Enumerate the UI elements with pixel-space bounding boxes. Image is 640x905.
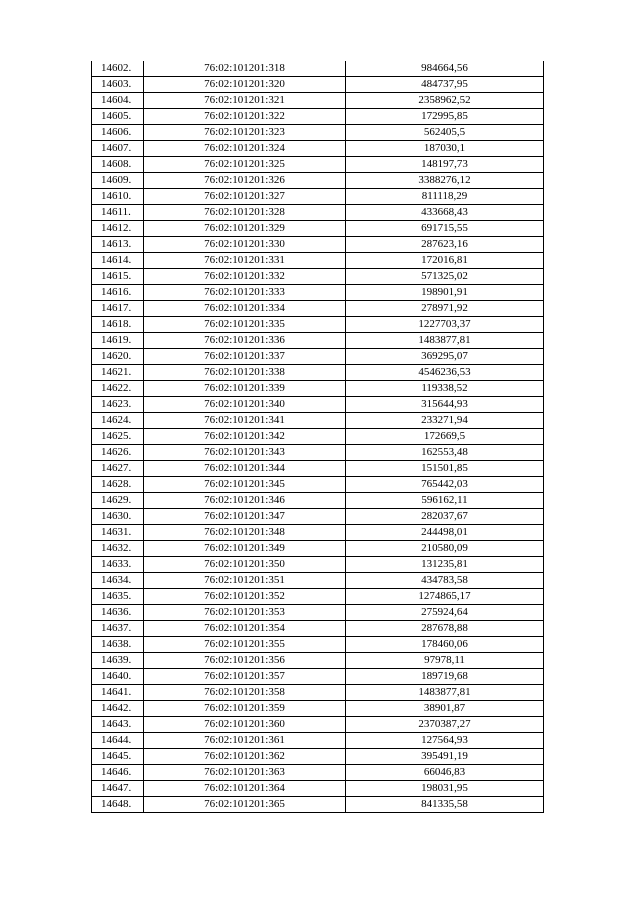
table-row bbox=[92, 589, 544, 605]
table-row bbox=[92, 525, 544, 541]
row-number-cell: 14626. bbox=[92, 445, 144, 461]
table-row bbox=[92, 365, 544, 381]
cadastral-value-cell: 562405,5 bbox=[346, 125, 544, 141]
cadastral-value-cell: 172669,5 bbox=[346, 429, 544, 445]
cadastral-value-cell: 287623,16 bbox=[346, 237, 544, 253]
cadastral-value-cell: 369295,07 bbox=[346, 349, 544, 365]
cadastral-number-cell: 76:02:101201:341 bbox=[144, 413, 346, 429]
row-number-cell: 14610. bbox=[92, 189, 144, 205]
row-number-cell: 14603. bbox=[92, 77, 144, 93]
cadastral-number-cell: 76:02:101201:359 bbox=[144, 701, 346, 717]
row-number-cell: 14613. bbox=[92, 237, 144, 253]
table-row bbox=[92, 797, 544, 813]
cadastral-number-cell: 76:02:101201:360 bbox=[144, 717, 346, 733]
cadastral-number-cell: 76:02:101201:345 bbox=[144, 477, 346, 493]
row-number-cell: 14629. bbox=[92, 493, 144, 509]
row-number-cell: 14605. bbox=[92, 109, 144, 125]
table-row bbox=[92, 653, 544, 669]
cadastral-value-cell: 1274865,17 bbox=[346, 589, 544, 605]
cadastral-value-cell: 4546236,53 bbox=[346, 365, 544, 381]
cadastral-value-cell: 97978,11 bbox=[346, 653, 544, 669]
table-row bbox=[92, 765, 544, 781]
cadastral-number-cell: 76:02:101201:350 bbox=[144, 557, 346, 573]
row-number-cell: 14602. bbox=[92, 61, 144, 77]
cadastral-number-cell: 76:02:101201:343 bbox=[144, 445, 346, 461]
cadastral-value-cell: 198901,91 bbox=[346, 285, 544, 301]
row-number-cell: 14619. bbox=[92, 333, 144, 349]
cadastral-value-cell: 148197,73 bbox=[346, 157, 544, 173]
cadastral-value-cell: 282037,67 bbox=[346, 509, 544, 525]
cadastral-number-cell: 76:02:101201:332 bbox=[144, 269, 346, 285]
cadastral-value-cell: 434783,58 bbox=[346, 573, 544, 589]
table-row bbox=[92, 77, 544, 93]
row-number-cell: 14634. bbox=[92, 573, 144, 589]
cadastral-value-cell: 433668,43 bbox=[346, 205, 544, 221]
row-number-cell: 14645. bbox=[92, 749, 144, 765]
table-row bbox=[92, 237, 544, 253]
row-number-cell: 14642. bbox=[92, 701, 144, 717]
row-number-cell: 14620. bbox=[92, 349, 144, 365]
table-row bbox=[92, 429, 544, 445]
table-row bbox=[92, 349, 544, 365]
cadastral-value-cell: 315644,93 bbox=[346, 397, 544, 413]
table-row bbox=[92, 109, 544, 125]
cadastral-value-cell: 162553,48 bbox=[346, 445, 544, 461]
table-row bbox=[92, 93, 544, 109]
cadastral-number-cell: 76:02:101201:318 bbox=[144, 61, 346, 77]
cadastral-value-cell: 233271,94 bbox=[346, 413, 544, 429]
cadastral-value-cell: 691715,55 bbox=[346, 221, 544, 237]
cadastral-number-cell: 76:02:101201:338 bbox=[144, 365, 346, 381]
table-row bbox=[92, 509, 544, 525]
cadastral-number-cell: 76:02:101201:325 bbox=[144, 157, 346, 173]
cadastral-value-cell: 189719,68 bbox=[346, 669, 544, 685]
cadastral-value-cell: 2370387,27 bbox=[346, 717, 544, 733]
table-row bbox=[92, 781, 544, 797]
row-number-cell: 14635. bbox=[92, 589, 144, 605]
table-row bbox=[92, 637, 544, 653]
cadastral-number-cell: 76:02:101201:340 bbox=[144, 397, 346, 413]
cadastral-value-cell: 811118,29 bbox=[346, 189, 544, 205]
table-row bbox=[92, 269, 544, 285]
cadastral-value-cell: 244498,01 bbox=[346, 525, 544, 541]
cadastral-number-cell: 76:02:101201:358 bbox=[144, 685, 346, 701]
cadastral-number-cell: 76:02:101201:330 bbox=[144, 237, 346, 253]
row-number-cell: 14614. bbox=[92, 253, 144, 269]
row-number-cell: 14643. bbox=[92, 717, 144, 733]
cadastral-number-cell: 76:02:101201:333 bbox=[144, 285, 346, 301]
table-row bbox=[92, 605, 544, 621]
cadastral-value-cell: 66046,83 bbox=[346, 765, 544, 781]
row-number-cell: 14636. bbox=[92, 605, 144, 621]
row-number-cell: 14630. bbox=[92, 509, 144, 525]
cadastral-value-cell: 1483877,81 bbox=[346, 333, 544, 349]
cadastral-value-cell: 1227703,37 bbox=[346, 317, 544, 333]
row-number-cell: 14631. bbox=[92, 525, 144, 541]
cadastral-number-cell: 76:02:101201:344 bbox=[144, 461, 346, 477]
table-row bbox=[92, 445, 544, 461]
cadastral-value-cell: 187030,1 bbox=[346, 141, 544, 157]
cadastral-value-cell: 275924,64 bbox=[346, 605, 544, 621]
cadastral-number-cell: 76:02:101201:337 bbox=[144, 349, 346, 365]
cadastral-number-cell: 76:02:101201:335 bbox=[144, 317, 346, 333]
cadastral-number-cell: 76:02:101201:321 bbox=[144, 93, 346, 109]
table-row bbox=[92, 205, 544, 221]
table-row bbox=[92, 669, 544, 685]
row-number-cell: 14644. bbox=[92, 733, 144, 749]
row-number-cell: 14616. bbox=[92, 285, 144, 301]
table-row bbox=[92, 173, 544, 189]
cadastral-value-cell: 395491,19 bbox=[346, 749, 544, 765]
cadastral-value-cell: 2358962,52 bbox=[346, 93, 544, 109]
table-row bbox=[92, 253, 544, 269]
table-row bbox=[92, 557, 544, 573]
cadastral-number-cell: 76:02:101201:364 bbox=[144, 781, 346, 797]
cadastral-number-cell: 76:02:101201:349 bbox=[144, 541, 346, 557]
cadastral-value-cell: 151501,85 bbox=[346, 461, 544, 477]
cadastral-value-cell: 287678,88 bbox=[346, 621, 544, 637]
cadastral-value-cell: 172016,81 bbox=[346, 253, 544, 269]
cadastral-value-cell: 119338,52 bbox=[346, 381, 544, 397]
cadastral-value-cell: 278971,92 bbox=[346, 301, 544, 317]
cadastral-value-cell: 596162,11 bbox=[346, 493, 544, 509]
row-number-cell: 14627. bbox=[92, 461, 144, 477]
table-row bbox=[92, 189, 544, 205]
cadastral-number-cell: 76:02:101201:324 bbox=[144, 141, 346, 157]
cadastral-number-cell: 76:02:101201:326 bbox=[144, 173, 346, 189]
table-row bbox=[92, 493, 544, 509]
row-number-cell: 14615. bbox=[92, 269, 144, 285]
table-row bbox=[92, 541, 544, 557]
cadastral-value-cell: 131235,81 bbox=[346, 557, 544, 573]
cadastral-number-cell: 76:02:101201:334 bbox=[144, 301, 346, 317]
cadastral-number-cell: 76:02:101201:348 bbox=[144, 525, 346, 541]
cadastral-number-cell: 76:02:101201:339 bbox=[144, 381, 346, 397]
row-number-cell: 14632. bbox=[92, 541, 144, 557]
table-row bbox=[92, 157, 544, 173]
row-number-cell: 14648. bbox=[92, 797, 144, 813]
cadastral-value-cell: 172995,85 bbox=[346, 109, 544, 125]
cadastral-value-cell: 210580,09 bbox=[346, 541, 544, 557]
table-row bbox=[92, 413, 544, 429]
cadastral-value-cell: 178460,06 bbox=[346, 637, 544, 653]
table-row bbox=[92, 733, 544, 749]
cadastral-number-cell: 76:02:101201:354 bbox=[144, 621, 346, 637]
cadastral-value-cell: 841335,58 bbox=[346, 797, 544, 813]
row-number-cell: 14604. bbox=[92, 93, 144, 109]
table-row bbox=[92, 285, 544, 301]
table-row bbox=[92, 749, 544, 765]
cadastral-number-cell: 76:02:101201:320 bbox=[144, 77, 346, 93]
table-row bbox=[92, 333, 544, 349]
row-number-cell: 14612. bbox=[92, 221, 144, 237]
cadastral-number-cell: 76:02:101201:355 bbox=[144, 637, 346, 653]
row-number-cell: 14624. bbox=[92, 413, 144, 429]
row-number-cell: 14638. bbox=[92, 637, 144, 653]
cadastral-value-cell: 765442,03 bbox=[346, 477, 544, 493]
cadastral-value-cell: 38901,87 bbox=[346, 701, 544, 717]
table-row bbox=[92, 397, 544, 413]
cadastral-number-cell: 76:02:101201:361 bbox=[144, 733, 346, 749]
cadastral-value-table bbox=[91, 61, 544, 813]
cadastral-number-cell: 76:02:101201:322 bbox=[144, 109, 346, 125]
row-number-cell: 14641. bbox=[92, 685, 144, 701]
row-number-cell: 14608. bbox=[92, 157, 144, 173]
cadastral-value-cell: 484737,95 bbox=[346, 77, 544, 93]
row-number-cell: 14628. bbox=[92, 477, 144, 493]
row-number-cell: 14621. bbox=[92, 365, 144, 381]
cadastral-value-cell: 198031,95 bbox=[346, 781, 544, 797]
cadastral-value-cell: 1483877,81 bbox=[346, 685, 544, 701]
table-body bbox=[92, 61, 544, 813]
table-row bbox=[92, 573, 544, 589]
table-row bbox=[92, 717, 544, 733]
table-row bbox=[92, 301, 544, 317]
cadastral-value-cell: 3388276,12 bbox=[346, 173, 544, 189]
cadastral-number-cell: 76:02:101201:363 bbox=[144, 765, 346, 781]
cadastral-number-cell: 76:02:101201:329 bbox=[144, 221, 346, 237]
table-row bbox=[92, 221, 544, 237]
row-number-cell: 14623. bbox=[92, 397, 144, 413]
cadastral-number-cell: 76:02:101201:365 bbox=[144, 797, 346, 813]
row-number-cell: 14618. bbox=[92, 317, 144, 333]
row-number-cell: 14633. bbox=[92, 557, 144, 573]
row-number-cell: 14625. bbox=[92, 429, 144, 445]
row-number-cell: 14647. bbox=[92, 781, 144, 797]
cadastral-value-cell: 571325,02 bbox=[346, 269, 544, 285]
table-row bbox=[92, 381, 544, 397]
cadastral-number-cell: 76:02:101201:362 bbox=[144, 749, 346, 765]
row-number-cell: 14637. bbox=[92, 621, 144, 637]
table-row bbox=[92, 317, 544, 333]
row-number-cell: 14607. bbox=[92, 141, 144, 157]
cadastral-number-cell: 76:02:101201:323 bbox=[144, 125, 346, 141]
cadastral-number-cell: 76:02:101201:351 bbox=[144, 573, 346, 589]
row-number-cell: 14640. bbox=[92, 669, 144, 685]
cadastral-number-cell: 76:02:101201:331 bbox=[144, 253, 346, 269]
cadastral-number-cell: 76:02:101201:336 bbox=[144, 333, 346, 349]
row-number-cell: 14606. bbox=[92, 125, 144, 141]
cadastral-number-cell: 76:02:101201:347 bbox=[144, 509, 346, 525]
table-row bbox=[92, 477, 544, 493]
cadastral-number-cell: 76:02:101201:342 bbox=[144, 429, 346, 445]
row-number-cell: 14646. bbox=[92, 765, 144, 781]
cadastral-number-cell: 76:02:101201:356 bbox=[144, 653, 346, 669]
table-row bbox=[92, 141, 544, 157]
table-row bbox=[92, 125, 544, 141]
cadastral-value-cell: 127564,93 bbox=[346, 733, 544, 749]
table-row bbox=[92, 621, 544, 637]
cadastral-number-cell: 76:02:101201:353 bbox=[144, 605, 346, 621]
cadastral-value-cell: 984664,56 bbox=[346, 61, 544, 77]
cadastral-number-cell: 76:02:101201:352 bbox=[144, 589, 346, 605]
row-number-cell: 14639. bbox=[92, 653, 144, 669]
row-number-cell: 14611. bbox=[92, 205, 144, 221]
table-row bbox=[92, 461, 544, 477]
table-row bbox=[92, 701, 544, 717]
row-number-cell: 14609. bbox=[92, 173, 144, 189]
cadastral-number-cell: 76:02:101201:346 bbox=[144, 493, 346, 509]
row-number-cell: 14622. bbox=[92, 381, 144, 397]
row-number-cell: 14617. bbox=[92, 301, 144, 317]
cadastral-number-cell: 76:02:101201:328 bbox=[144, 205, 346, 221]
table-row bbox=[92, 685, 544, 701]
table-row bbox=[92, 61, 544, 77]
cadastral-number-cell: 76:02:101201:327 bbox=[144, 189, 346, 205]
cadastral-number-cell: 76:02:101201:357 bbox=[144, 669, 346, 685]
